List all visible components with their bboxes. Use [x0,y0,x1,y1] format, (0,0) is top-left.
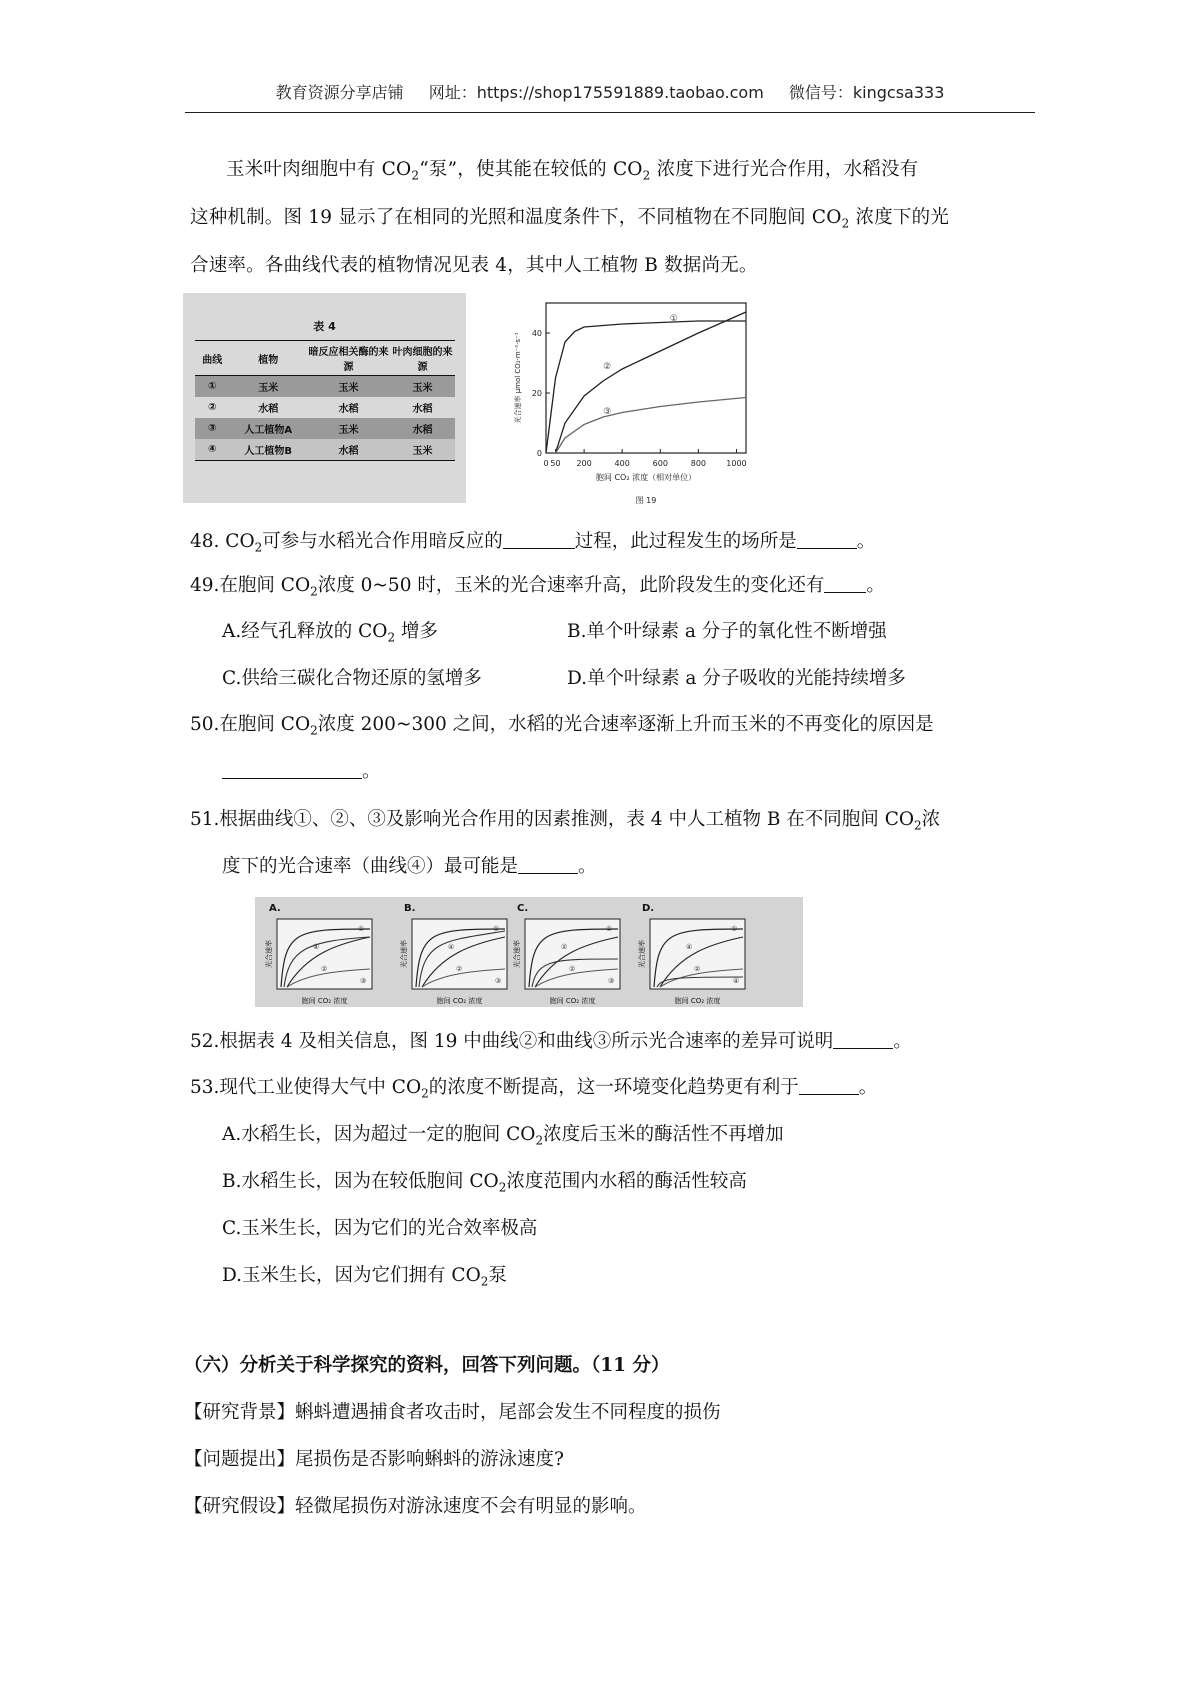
curve-mark: ④ [313,943,320,951]
series-label: ② [603,362,612,372]
answer-blank[interactable] [222,760,362,780]
q-text: 可参与水稻光合作用暗反应的 [262,531,503,552]
option-text: B.水稻生长，因为在较低胞间 CO [222,1171,499,1192]
label: 【研究背景】 [184,1402,296,1423]
x-tick-label: 200 [576,459,592,468]
question-49 [190,566,885,612]
mini-y-label: 光合速率 [638,940,646,968]
question-51-line2 [222,847,597,887]
option-text: 泵 [488,1265,507,1286]
option-text: 增多 [395,621,438,642]
wechat-value: kingcsa333 [852,83,945,102]
x-axis-label: 胞间 CO₂ 浓度（相对单位） [595,473,697,482]
intro-line-1 [226,146,1046,200]
table-cell: 玉米 [230,376,307,398]
intro-line-2 [190,194,1040,248]
mini-y-label: 光合速率 [265,940,273,968]
series-label: ① [669,314,678,324]
text: 尾损伤是否影响蝌蚪的游泳速度? [295,1449,564,1470]
q-text: 浓度 200~300 之间，水稻的光合速率逐渐上升而玉米的不再变化的原因是 [317,714,934,735]
subscript: 2 [841,216,850,231]
table-cell: 水稻 [258,404,279,415]
series-line [556,312,747,453]
x-tick-label: 400 [614,459,630,468]
mini-x-label: 胞间 CO₂ 浓度 [436,997,483,1005]
option-label: C. [517,903,529,914]
table-cell: 玉米 [391,439,455,461]
table-row [195,418,455,439]
header-rule [185,112,1035,113]
label: 【研究假设】 [184,1496,296,1517]
label: 【问题提出】 [184,1449,296,1470]
q-text: 52.根据表 4 及相关信息，图 19 中曲线②和曲线③所示光合速率的差异可说明 [190,1031,834,1052]
q-text: 。 [578,856,597,877]
x-tick-label: 50 [550,459,561,468]
text: 轻微尾损伤对游泳速度不会有明显的影响。 [295,1496,647,1517]
q-text: 。 [893,1031,912,1052]
intro-text: “泵”，使其能在较低的 CO [419,159,643,180]
curve-mark: ② [694,965,701,973]
q49-option-c: C.供给三碳化合物还原的氢增多 [222,668,482,689]
url-value: https://shop175591889.taobao.com [476,83,764,102]
table-header-row [195,341,455,376]
figure-caption: 图 19 [635,496,657,505]
intro-text: 这种机制。图 19 显示了在相同的光照和温度条件下，不同植物在不同胞间 CO [190,207,842,228]
option-text: 浓度范围内水稻的酶活性较高 [506,1171,747,1192]
q53-option-a [222,1115,784,1161]
x-tick-label: 0 [543,459,549,468]
series-line [546,321,746,453]
y-tick-label: 0 [536,449,542,458]
q53-option-d [222,1256,507,1302]
figure-19-chart [506,293,776,508]
table-cell: 水稻 [412,404,433,415]
subscript: 2 [254,540,263,555]
table-cell: ① [195,376,230,398]
q-text: 49.在胞间 CO [190,575,311,596]
option-text: A.水稻生长，因为超过一定的胞间 CO [222,1124,536,1145]
curve-mark: ④ [733,977,740,985]
q-text: 。 [362,761,381,782]
curve-mark: ③ [495,977,502,985]
shop-url [429,83,764,102]
curve-mark: ② [561,943,568,951]
url-label: 网址： [428,83,477,102]
series-label: ③ [603,407,612,417]
option-text: A.经气孔释放的 CO [222,621,388,642]
curve-mark: ④ [448,943,455,951]
text: 蝌蚪遭遇捕食者攻击时，尾部会发生不同程度的损伤 [295,1402,721,1423]
intro-text: 合速率。各曲线代表的植物情况见表 4，其中人工植物 B 数据尚无。 [190,255,758,276]
question-48 [190,522,875,568]
table-header: 曲线 [195,341,230,376]
table-cell: 玉米 [391,376,455,398]
q-text: 48. CO [190,531,255,552]
answer-blank[interactable] [797,530,857,550]
option-label: A. [269,903,281,914]
curve-mark: ③ [360,977,367,985]
question-53 [190,1068,877,1114]
subscript: 2 [411,168,420,183]
subscript: 2 [535,1133,544,1148]
y-axis-label: 光合速率 μmol CO₂·m⁻²·s⁻¹ [514,332,522,424]
x-tick-label: 600 [652,459,668,468]
q51-options-figure [255,897,803,1007]
question-52 [190,1022,912,1062]
table-cell: 水稻 [338,404,359,415]
q-text: 。 [856,531,876,552]
curve-mark: ① [731,925,738,933]
section-6-title: （六）分析关于科学探究的资料，回答下列问题。（11 分） [184,1355,670,1376]
q49-option-d: D.单个叶绿素 a 分子吸收的光能持续增多 [567,668,906,689]
intro-text: 浓度下进行光合作用，水稻没有 [650,159,919,180]
table-header: 植物 [230,341,307,376]
research-hypothesis [184,1487,647,1527]
table-cell: 人工植物A [230,418,307,439]
table-cell: ③ [195,418,230,439]
table-cell: ④ [195,439,230,461]
subscript: 2 [914,818,922,833]
q53-option-c: C.玉米生长，因为它们的光合效率极高 [222,1218,538,1239]
table-cell: 玉米 [307,418,391,439]
subscript: 2 [642,168,651,183]
q53-option-b [222,1162,747,1208]
q-text: 度下的光合速率（曲线④）最可能是 [222,856,519,877]
q-text: 。 [858,1077,878,1098]
series-line [556,398,747,454]
table-cell: 人工植物B [230,439,307,461]
subscript: 2 [387,630,396,645]
mini-x-label: 胞间 CO₂ 浓度 [674,997,721,1005]
question-50 [190,705,934,751]
q-text: 50.在胞间 CO [190,714,311,735]
curve-mark: ③ [608,977,615,985]
table-row [195,397,455,418]
table-cell: 水稻 [391,418,455,439]
table-row [195,376,455,398]
question-raised [184,1440,564,1480]
answer-blank[interactable] [518,855,578,875]
table-4 [195,340,455,461]
intro-line-3 [190,242,1040,290]
q-text: 。 [866,575,885,596]
curve-mark: ② [569,965,576,973]
q-text: 51.根据曲线①、②、③及影响光合作用的因素推测，表 4 中人工植物 B 在不同胞间 CO [190,809,915,830]
wechat-label: 微信号： [788,83,853,102]
q49-option-b: B.单个叶绿素 a 分子的氧化性不断增强 [567,621,887,642]
y-tick-label: 20 [531,389,542,398]
subscript: 2 [480,1274,489,1289]
q-text: 过程，此过程发生的场所是 [574,531,797,552]
curve-mark: ② [456,965,463,973]
shop-name: 教育资源分享店铺 [275,83,404,102]
x-tick-label: 800 [690,459,707,468]
answer-blank[interactable] [824,574,866,594]
mini-x-label: 胞间 CO₂ 浓度 [549,997,596,1005]
mini-y-label: 光合速率 [400,940,408,968]
table-cell: ② [208,402,217,413]
table-4-figure [183,293,466,503]
question-50-answer [222,752,381,792]
mini-y-label: 光合速率 [513,940,521,968]
q-text: 浓 [921,809,941,830]
option-text: D.玉米生长，因为它们拥有 CO [222,1265,481,1286]
answer-blank[interactable] [503,530,575,550]
wechat [789,83,945,102]
table-cell: 水稻 [307,439,391,461]
table-cell: 玉米 [307,376,391,398]
curve-mark: ① [493,925,500,933]
curve-mark: ① [606,925,613,933]
subscript: 2 [498,1180,507,1195]
option-label: D. [642,903,655,914]
option-label: B. [404,903,416,914]
answer-blank[interactable] [799,1076,859,1096]
research-background [184,1393,721,1433]
table-header: 暗反应相关酶的来源 [307,341,391,376]
intro-text: 玉米叶肉细胞中有 CO [226,159,412,180]
option-text: 浓度后玉米的酶活性不再增加 [543,1124,784,1145]
question-51 [190,800,940,846]
x-tick-label: 1000 [726,459,747,468]
q-text: 的浓度不断提高，这一环境变化趋势更有利于 [428,1077,799,1098]
options-graphs [255,897,803,1007]
q-text: 浓度 0~50 时，玉米的光合速率升高，此阶段发生的变化还有 [317,575,825,596]
answer-blank[interactable] [833,1030,893,1050]
mini-x-label: 胞间 CO₂ 浓度 [301,997,348,1005]
page-header [185,80,1035,103]
q49-option-a [222,612,438,658]
table-row [195,439,455,461]
table-header: 叶肉细胞的来源 [391,341,455,376]
subscript: 2 [421,1086,429,1101]
curve-mark: ① [358,925,365,933]
curve-mark: ④ [686,943,693,951]
table-caption: 表 4 [313,320,336,333]
subscript: 2 [310,723,318,738]
curve-mark: ② [321,965,328,973]
subscript: 2 [310,584,318,599]
y-tick-label: 40 [531,329,542,338]
q-text: 53.现代工业使得大气中 CO [190,1077,422,1098]
intro-text: 浓度下的光 [849,207,950,228]
